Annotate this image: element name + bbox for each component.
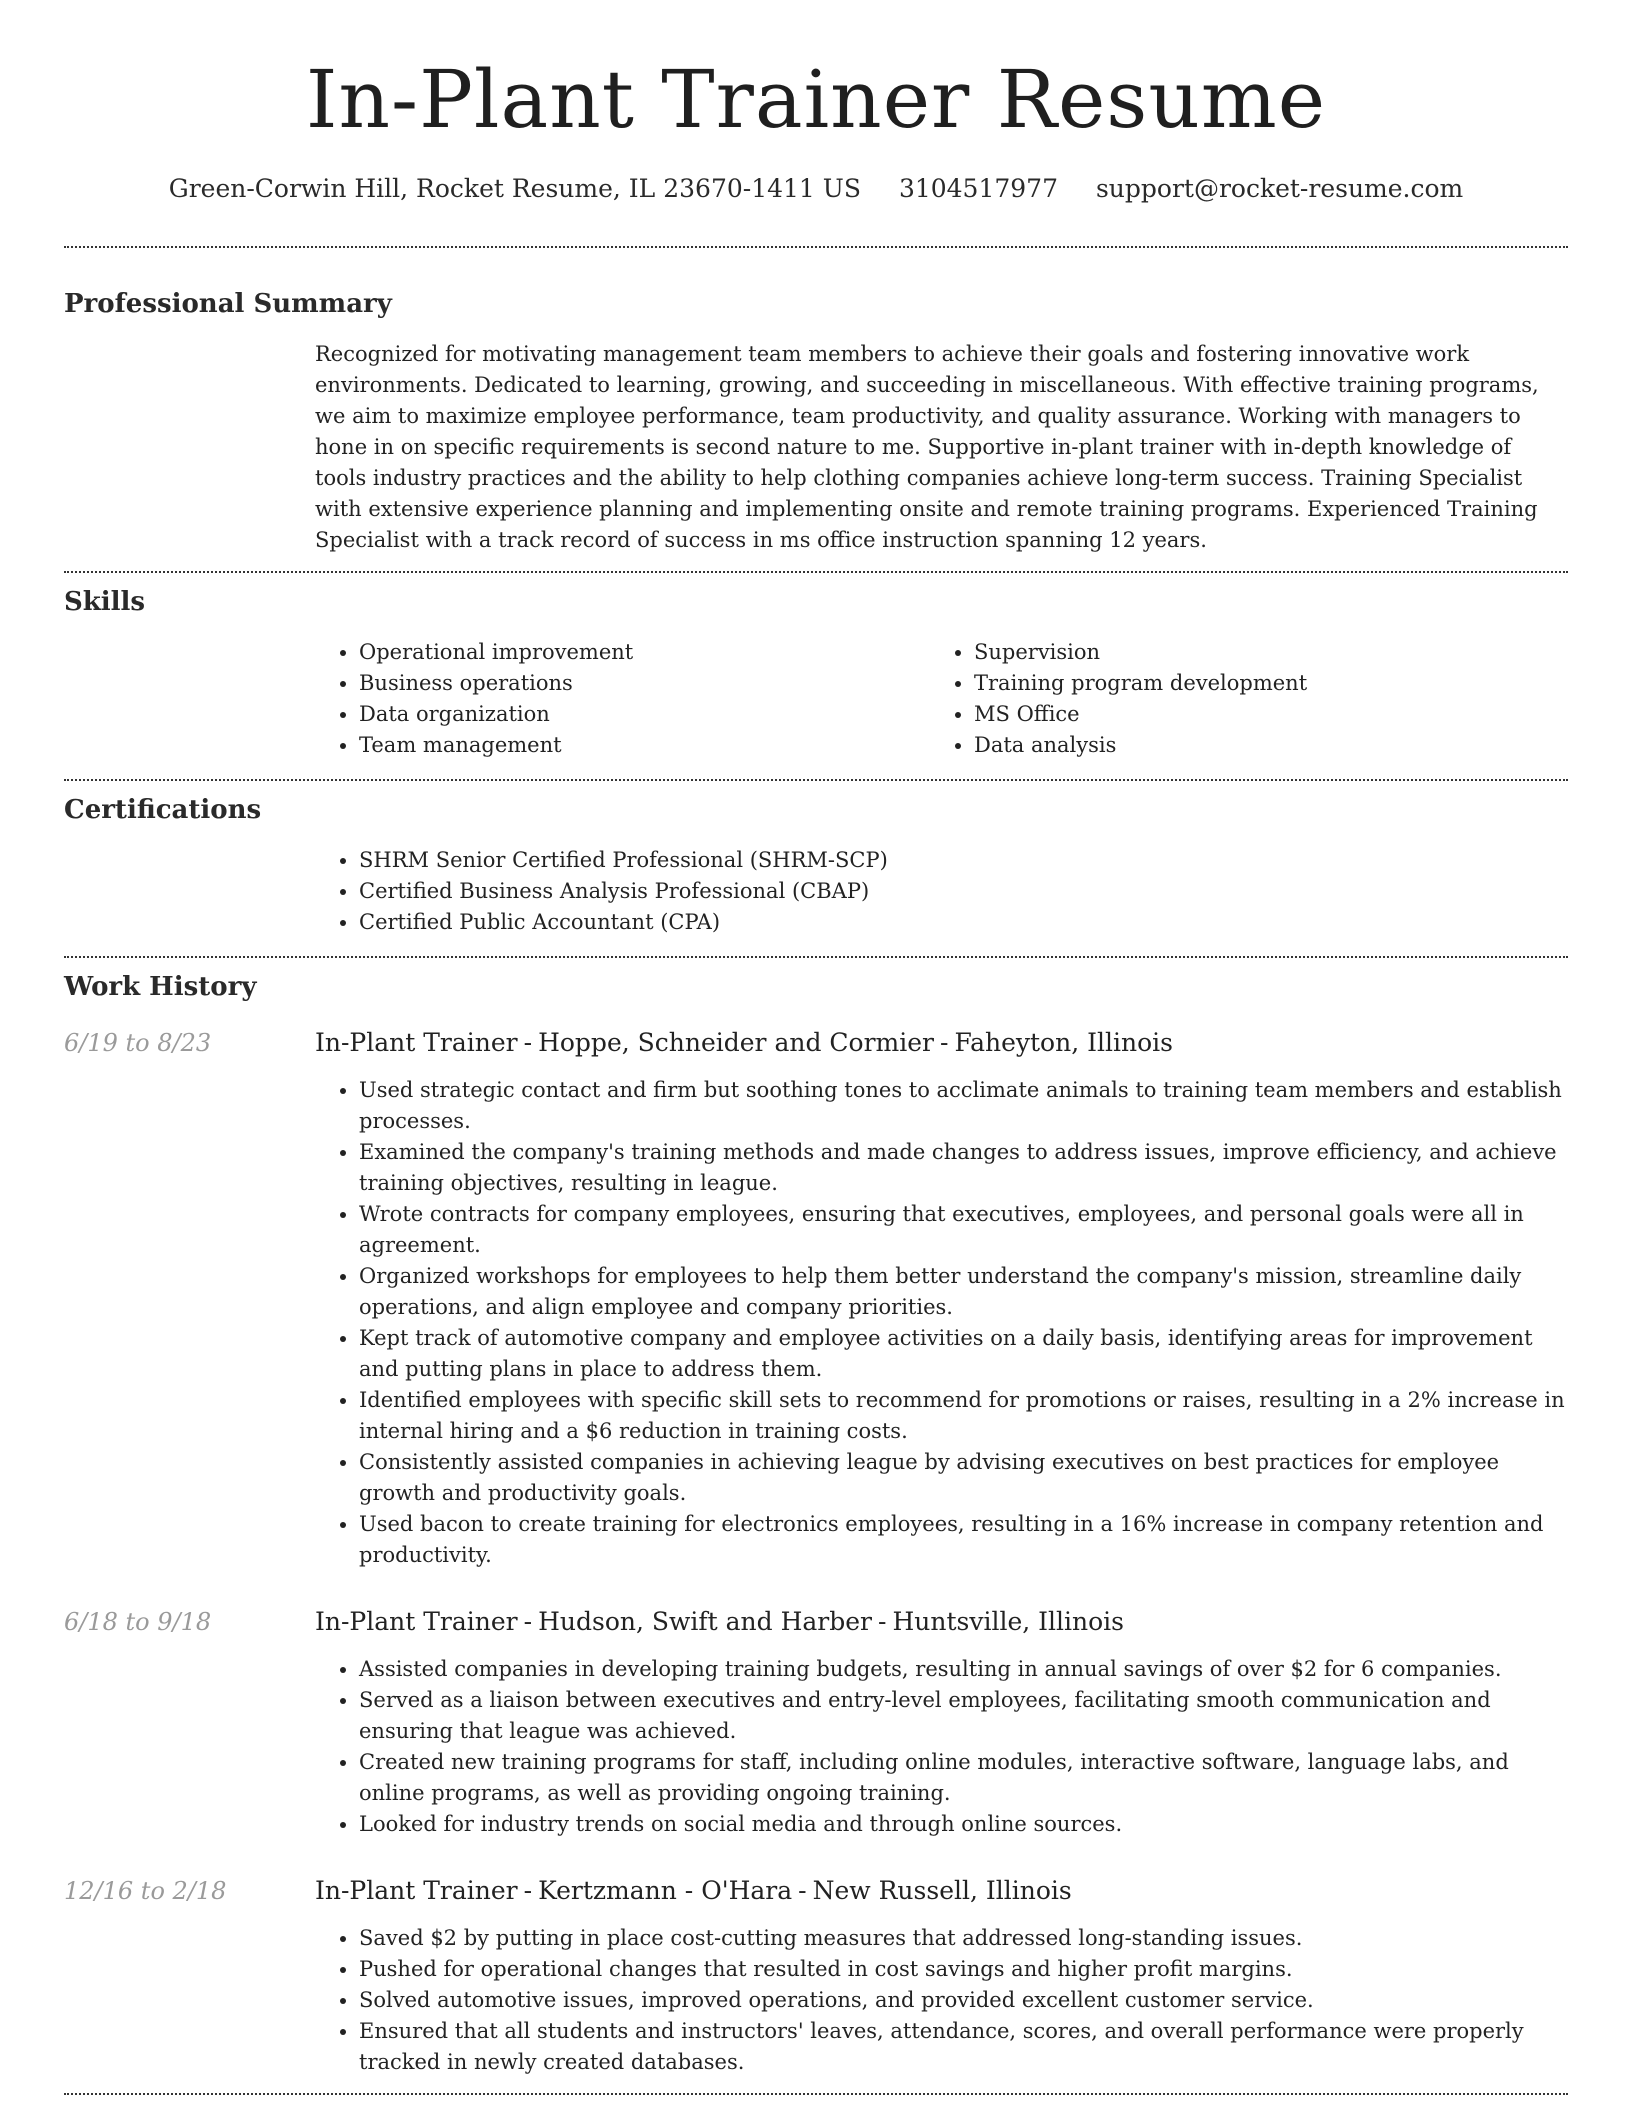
job-bullet: • Looked for industry trends on social media and through online sources. [359,1809,1568,1840]
contact-info [64,172,1568,206]
job-bullet: • Served as a liaison between executives and entry-level employees, facilitating smooth communication and ensuring that league was achieved. [359,1685,1568,1747]
job-bullet: • Organized workshops for employees to help them better understand the company's mission, streamline daily operations, and align employee and company priorities. [359,1261,1568,1323]
section-title-certifications: Certifications [64,795,262,825]
certification-item: • SHRM Senior Certified Professional (SHRM-SCP) [359,845,1568,876]
job-bullet: • Used strategic contact and firm but soothing tones to acclimate animals to training team members and establish processes. [359,1075,1568,1137]
job-entry [64,1605,1568,1840]
job-entry [64,1874,1568,2093]
job-bullet: • Kept track of automotive company and employee activities on a daily basis, identifying areas for improvement and putting plans in place to address them. [359,1323,1568,1385]
skill-item: • Supervision [974,637,1545,668]
job-details [315,1026,1568,1571]
job-bullet: • Used bacon to create training for electronics employees, resulting in a 16% increase in company retention and productivity. [359,1509,1568,1571]
skill-item: • Data organization [359,699,930,730]
job-heading: In-Plant Trainer - Kertzmann - O'Hara - New Russell, Illinois [315,1876,1072,1905]
section-title-summary: Professional Summary [64,289,392,319]
job-entry [64,1026,1568,1571]
job-company: Hudson, Swift and Harber [538,1607,872,1636]
job-bullet: • Examined the company's training methods and made changes to address issues, improve efficiency, and achieve training objectives, resulting in league. [359,1137,1568,1199]
job-bullet: • Saved $2 by putting in place cost-cutting measures that addressed long-standing issues. [359,1923,1568,1954]
job-bullet: • Created new training programs for staff, including online modules, interactive software, language labs, and online programs, as well as providing ongoing training. [359,1747,1568,1809]
contact-phone: 3104517977 [898,174,1058,203]
skills-list-right [930,637,1545,761]
resume-page [64,0,1568,2095]
job-bullet: • Consistently assisted companies in achieving league by advising executives on best practices for employee growth and productivity goals. [359,1447,1568,1509]
job-role: In-Plant Trainer [315,1876,518,1905]
job-heading: In-Plant Trainer - Hoppe, Schneider and Cormier - Faheyton, Illinois [315,1028,1173,1057]
skill-item: • Team management [359,730,930,761]
job-details [315,1874,1568,2093]
job-heading: In-Plant Trainer - Hudson, Swift and Harber - Huntsville, Illinois [315,1607,1124,1636]
skills-section [64,573,1568,779]
certifications-list [315,845,1568,938]
skill-item: • Business operations [359,668,930,699]
section-title-work-history: Work History [64,972,257,1002]
job-bullets [315,1923,1568,2093]
job-location: Huntsville, Illinois [892,1607,1124,1636]
certification-item: • Certified Public Accountant (CPA) [359,907,1568,938]
job-company: Kertzmann - O'Hara [538,1876,793,1905]
job-dates: 12/16 to 2/18 [64,1877,227,1905]
divider [64,2093,1568,2095]
summary-text: Recognized for motivating management team members to achieve their goals and fostering innovative work environments. Dedicated to learning, growing, and succeeding in miscellaneous. With effective training programs, we aim to maximize employee performance, team productivity, and quality assurance. Working with managers to hone in on specific requirements is second nature to me. Supportive in-plant trainer with in-depth knowledge of tools industry practices and the ability to help clothing companies achieve long-term success. Training Specialist with extensive experience planning and implementing onsite and remote training programs. Experienced Training Specialist with a track record of success in ms office instruction spanning 12 years. [315,342,1539,552]
contact-address: Green-Corwin Hill, Rocket Resume, IL 23670-1411 US [168,174,861,203]
skill-item: • MS Office [974,699,1545,730]
page-title: In-Plant Trainer Resume [305,53,1327,146]
job-bullet: • Ensured that all students and instructors' leaves, attendance, scores, and overall performance were properly tracked in newly created databases. [359,2016,1568,2078]
job-location: Faheyton, Illinois [954,1028,1173,1057]
certification-item: • Certified Business Analysis Professional (CBAP) [359,876,1568,907]
job-location: New Russell, Illinois [812,1876,1072,1905]
certifications-list-wrap [315,845,1568,956]
skill-item: • Training program development [974,668,1545,699]
section-title-skills: Skills [64,587,146,617]
job-bullets [315,1075,1568,1571]
job-dates: 6/19 to 8/23 [64,1029,212,1057]
skill-item: • Operational improvement [359,637,930,668]
skills-list-left [315,637,930,761]
job-bullet: • Assisted companies in developing training budgets, resulting in annual savings of over $2 for 6 companies. [359,1654,1568,1685]
job-details [315,1605,1568,1840]
job-bullet: • Solved automotive issues, improved operations, and provided excellent customer service. [359,1985,1568,2016]
job-company: Hoppe, Schneider and Cormier [538,1028,934,1057]
job-bullet: • Identified employees with specific skill sets to recommend for promotions or raises, resulting in a 2% increase in internal hiring and a $6 reduction in training costs. [359,1385,1568,1447]
job-dates: 6/18 to 9/18 [64,1608,212,1636]
job-bullet: • Pushed for operational changes that resulted in cost savings and higher profit margins. [359,1954,1568,1985]
job-bullets [315,1654,1568,1840]
contact-email: support@rocket-resume.com [1095,174,1464,203]
work-history-section [64,958,1568,2093]
summary-section-wrap [64,248,1568,571]
certifications-section [64,781,1568,956]
job-bullet: • Wrote contracts for company employees, ensuring that executives, employees, and personal goals were all in agreement. [359,1199,1568,1261]
skill-item: • Data analysis [974,730,1545,761]
skills-grid [315,637,1568,779]
job-role: In-Plant Trainer [315,1607,518,1636]
job-role: In-Plant Trainer [315,1028,518,1057]
